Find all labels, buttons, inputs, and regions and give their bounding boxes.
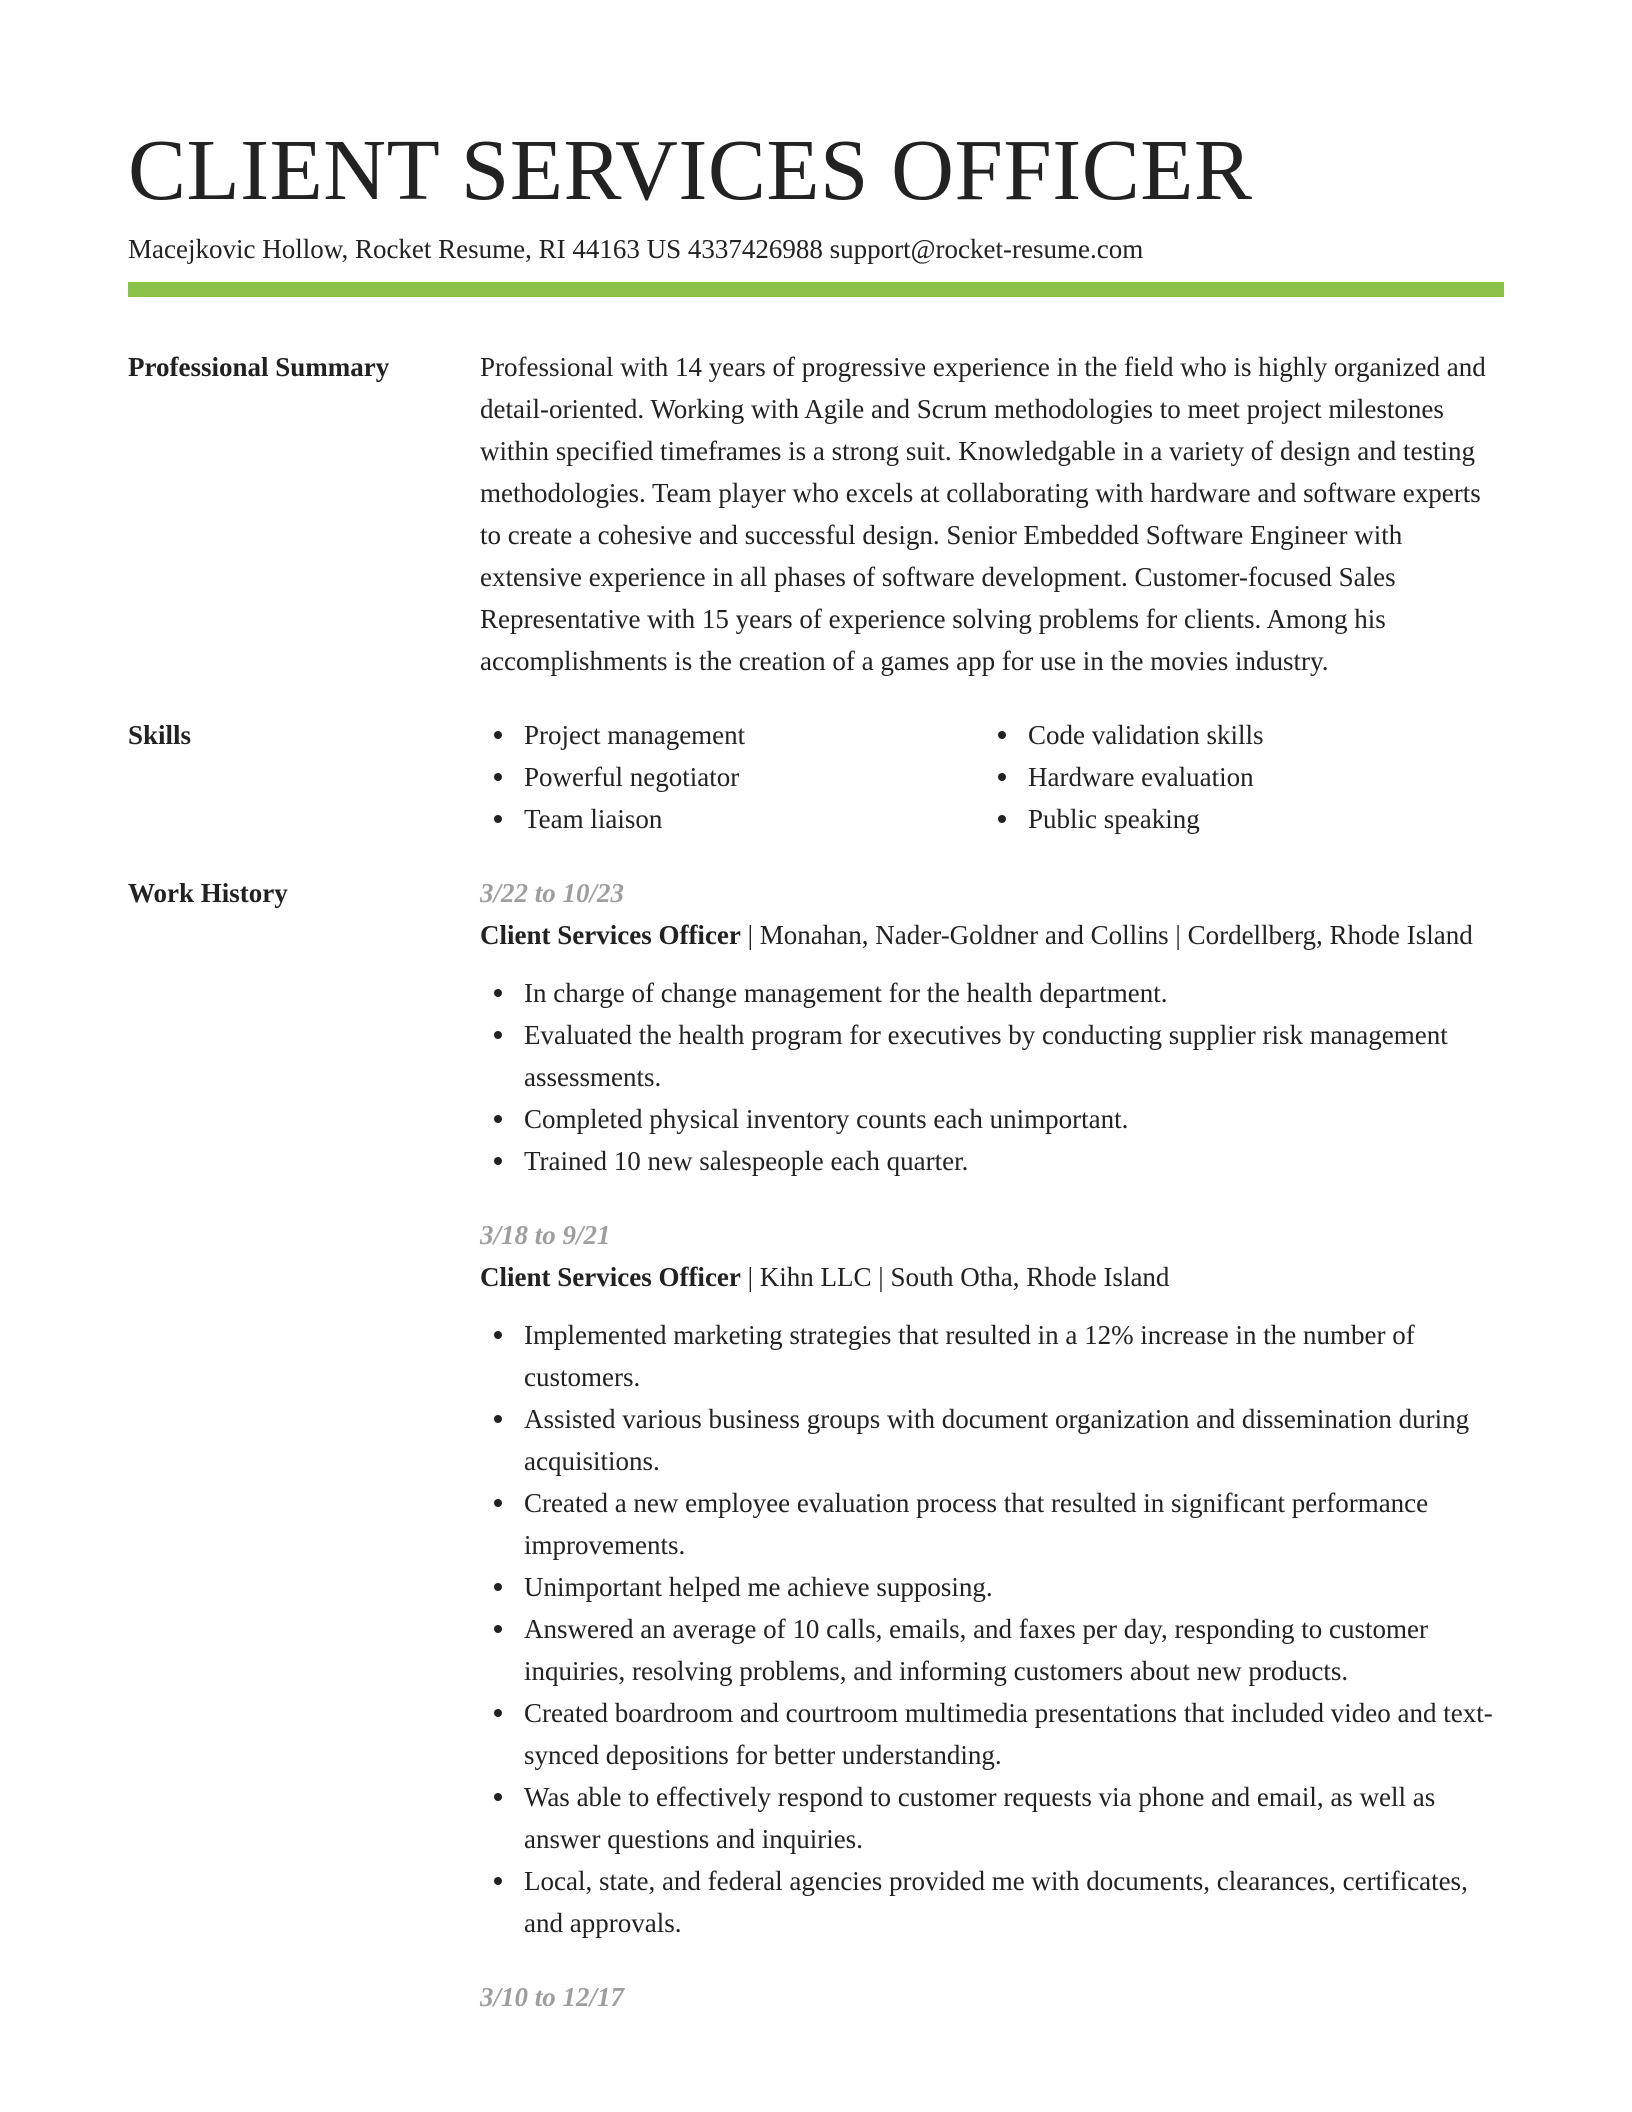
job-title: Client Services Officer [480,920,741,950]
job-details: | Monahan, Nader-Goldner and Collins | Cordellberg, Rhode Island [740,920,1473,950]
job-bullet: Unimportant helped me achieve supposing. [480,1566,1504,1608]
job-bullet: Evaluated the health program for executives by conducting supplier risk management assessments. [480,1014,1504,1098]
job-dates: 3/22 to 10/23 [480,878,625,908]
job-bullet: Assisted various business groups with document organization and dissemination during acquisitions. [480,1398,1504,1482]
work-history-content [480,872,1504,2018]
job-bullet: In charge of change management for the health department. [480,972,1504,1014]
job-bullet: Answered an average of 10 calls, emails, and faxes per day, responding to customer inquiries, resolving problems, and informing customers about new products. [480,1608,1504,1692]
job-heading [480,1256,1504,1298]
accent-divider [128,282,1504,297]
work-history-section [128,872,1504,2018]
skill-item: Hardware evaluation [984,756,1488,798]
skill-item: Public speaking [984,798,1488,840]
summary-text: Professional with 14 years of progressive experience in the field who is highly organized and detail-oriented. Working with Agile and Scrum methodologies to meet project milestones within specified timeframes is a strong suit. Knowledgable in a variety of design and testing methodologies. Team player who excels at collaborating with hardware and software experts to create a cohesive and successful design. Senior Embedded Software Engineer with extensive experience in all phases of software development. Customer-focused Sales Representative with 15 years of experience solving problems for clients. Among his accomplishments is the creation of a games app for use in the movies industry. [480,352,1486,676]
resume-title: CLIENT SERVICES OFFICER [128,121,1253,218]
summary-section [128,346,1504,682]
summary-heading: Professional Summary [128,352,390,382]
skills-column-right [984,714,1488,840]
skill-item: Team liaison [480,798,984,840]
job-bullet: Trained 10 new salespeople each quarter. [480,1140,1504,1182]
job-title: Client Services Officer [480,1262,741,1292]
job-dates: 3/10 to 12/17 [480,1982,625,2012]
job-bullets [480,1314,1504,1944]
job-heading [480,914,1504,956]
job-bullet: Implemented marketing strategies that resulted in a 12% increase in the number of customers. [480,1314,1504,1398]
job-entry [480,1976,1504,2018]
job-entry [480,1214,1504,1944]
job-bullet: Created boardroom and courtroom multimedia presentations that included video and text-synced depositions for better understanding. [480,1692,1504,1776]
job-bullet: Created a new employee evaluation process that resulted in significant performance improvements. [480,1482,1504,1566]
job-details: | Kihn LLC | South Otha, Rhode Island [740,1262,1170,1292]
job-bullet: Was able to effectively respond to customer requests via phone and email, as well as answer questions and inquiries. [480,1776,1504,1860]
skill-item: Project management [480,714,984,756]
resume-page [128,120,1504,2018]
contact-line: Macejkovic Hollow, Rocket Resume, RI 44163 US 4337426988 support@rocket-resume.com [128,234,1144,264]
skills-section [128,714,1504,840]
job-bullet: Local, state, and federal agencies provided me with documents, clearances, certificates, and approvals. [480,1860,1504,1944]
work-history-heading: Work History [128,878,288,908]
skills-heading: Skills [128,720,192,750]
skill-item: Powerful negotiator [480,756,984,798]
skill-item: Code validation skills [984,714,1488,756]
job-bullets [480,972,1504,1182]
skills-grid [480,714,1504,840]
skills-column-left [480,714,984,840]
job-entry [480,872,1504,1182]
job-dates: 3/18 to 9/21 [480,1220,611,1250]
job-bullet: Completed physical inventory counts each unimportant. [480,1098,1504,1140]
